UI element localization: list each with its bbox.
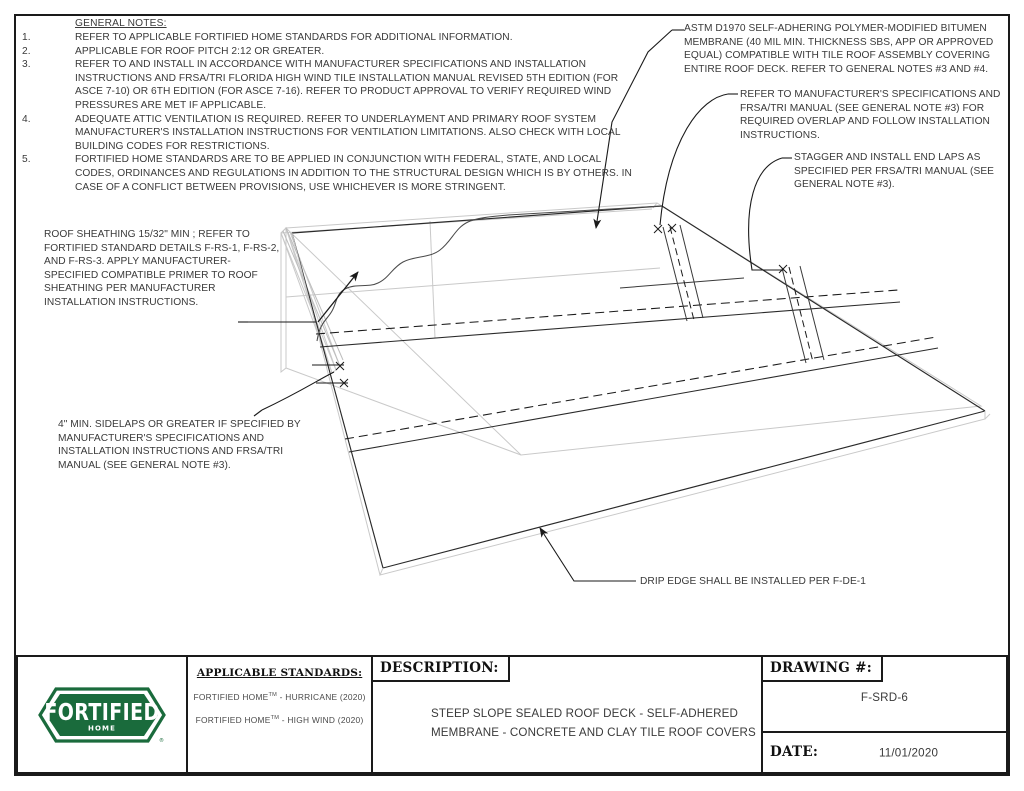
- general-notes-block: [22, 18, 632, 194]
- title-block-standards-cell: [188, 657, 373, 772]
- note-text: ADEQUATE ATTIC VENTILATION IS REQUIRED. REFER TO UNDERLAYMENT AND PRIMARY ROOF SYSTEM MANUFACTURER'S INSTALLATION INSTRUCTIONS FOR VENTILATION LIMITATIONS. ALSO CHECK WITH LOCAL BUILDING CODES FOR RESTRICTIONS.: [75, 113, 621, 152]
- trademark-mark: TM: [270, 715, 280, 722]
- general-note-row: [22, 58, 632, 112]
- description-heading: DESCRIPTION:: [373, 657, 510, 682]
- drawing-number-value: F-SRD-6: [860, 691, 909, 704]
- note-number: 4.: [22, 113, 31, 125]
- applicable-standards-heading: APPLICABLE STANDARDS:: [196, 667, 363, 679]
- standard-item: [188, 715, 371, 725]
- title-block-description-cell: [373, 657, 763, 772]
- drawing-number-heading: DRAWING #:: [763, 657, 883, 682]
- callout-drip-edge: DRIP EDGE SHALL BE INSTALLED PER F-DE-1: [640, 576, 866, 587]
- note-number: 3.: [22, 59, 31, 71]
- svg-text:HOME: HOME: [88, 724, 117, 732]
- general-note-row: [22, 153, 632, 194]
- svg-text:®: ®: [159, 737, 165, 744]
- standard-suffix: - HURRICANE (2020): [277, 692, 366, 702]
- callout-stagger-endlaps: STAGGER AND INSTALL END LAPS AS SPECIFIED PER FRSA/TRI MANUAL (SEE GENERAL NOTE #3).: [794, 152, 995, 191]
- note-text: REFER TO AND INSTALL IN ACCORDANCE WITH MANUFACTURER SPECIFICATIONS AND INSTALLATION INSTRUCTIONS AND FRSA/TRI FLORIDA HIGH WIND TILE INSTALLATION MANUAL REVISED 5TH EDITION (FOR ASCE 7-10) OR 6TH EDITION (FOR ASCE 7-16). REFER TO PRODUCT APPROVAL TO VERIFY REQUIRED WIND PRESSURES ARE MET IF APPLICABLE.: [75, 59, 619, 111]
- callout-sidelaps: 4" MIN. SIDELAPS OR GREATER IF SPECIFIED BY MANUFACTURER'S SPECIFICATIONS AND INSTALLATION INSTRUCTIONS AND FRSA/TRI MANUAL (SEE GENERAL NOTE #3).: [58, 419, 301, 471]
- callout-roof-sheathing: ROOF SHEATHING 15/32" MIN ; REFER TO FORTIFIED STANDARD DETAILS F-RS-1, F-RS-2, AND F-RS-3. APPLY MANUFACTURER-SPECIFIED COMPATIBLE PRIMER TO ROOF SHEATHING PER MANUFACTURER INSTALLATION INSTRUCTIONS.: [44, 229, 280, 308]
- note-number: 1.: [22, 32, 31, 43]
- standard-name: FORTIFIED HOME: [193, 692, 269, 702]
- callout-astm-membrane: ASTM D1970 SELF-ADHERING POLYMER-MODIFIED BITUMEN MEMBRANE (40 MIL MIN. THICKNESS SBS, APP OR APPROVED EQUAL) COMPATIBLE WITH TILE ROOF ASSEMBLY COVERING ENTIRE ROOF DECK. REFER TO GENERAL NOTES #3 AND #4.: [684, 23, 994, 75]
- fortified-home-badge-icon: [36, 685, 168, 745]
- title-block-drawing-cell: [763, 657, 1006, 772]
- standard-item: [188, 692, 371, 702]
- note-number: 5.: [22, 154, 31, 166]
- note-text: APPLICABLE FOR ROOF PITCH 2:12 OR GREATER.: [75, 45, 325, 57]
- standard-suffix: - HIGH WIND (2020): [279, 715, 364, 725]
- date-value: 11/01/2020: [878, 746, 939, 759]
- svg-text:FORTIFIED: FORTIFIED: [44, 697, 160, 725]
- trademark-mark: TM: [268, 692, 278, 699]
- general-notes-title: GENERAL NOTES:: [75, 18, 167, 29]
- standard-name: FORTIFIED HOME: [195, 715, 271, 725]
- general-note-row: [22, 113, 632, 154]
- note-text: FORTIFIED HOME STANDARDS ARE TO BE APPLIED IN CONJUNCTION WITH FEDERAL, STATE, AND LOCAL CODES, ORDINANCES AND REGULATIONS IN ADDITION TO THE STRUCTURAL DESIGN WHICH IS BY OTHERS. IN CASE OF A CONFLICT BETWEEN PROVISIONS, USE WHICHEVER IS MORE STRINGENT.: [75, 154, 632, 193]
- drawing-number-row: [763, 657, 1006, 733]
- callout-overlap: REFER TO MANUFACTURER'S SPECIFICATIONS AND FRSA/TRI MANUAL (SEE GENERAL NOTE #3) FOR REQUIRED OVERLAP AND FOLLOW INSTALLATION INSTRUCTIONS.: [740, 89, 1001, 141]
- description-value: STEEP SLOPE SEALED ROOF DECK - SELF-ADHERED MEMBRANE - CONCRETE AND CLAY TILE ROOF COVERS: [430, 707, 756, 739]
- general-note-row: [22, 31, 632, 45]
- date-heading: DATE:: [769, 744, 819, 760]
- date-row: [763, 733, 1006, 772]
- note-number: 2.: [22, 45, 31, 57]
- title-block: [16, 655, 1008, 774]
- title-block-logo-cell: [18, 657, 188, 772]
- general-note-row: [22, 45, 632, 59]
- note-text: REFER TO APPLICABLE FORTIFIED HOME STANDARDS FOR ADDITIONAL INFORMATION.: [75, 32, 513, 43]
- fortified-home-logo: [36, 685, 168, 745]
